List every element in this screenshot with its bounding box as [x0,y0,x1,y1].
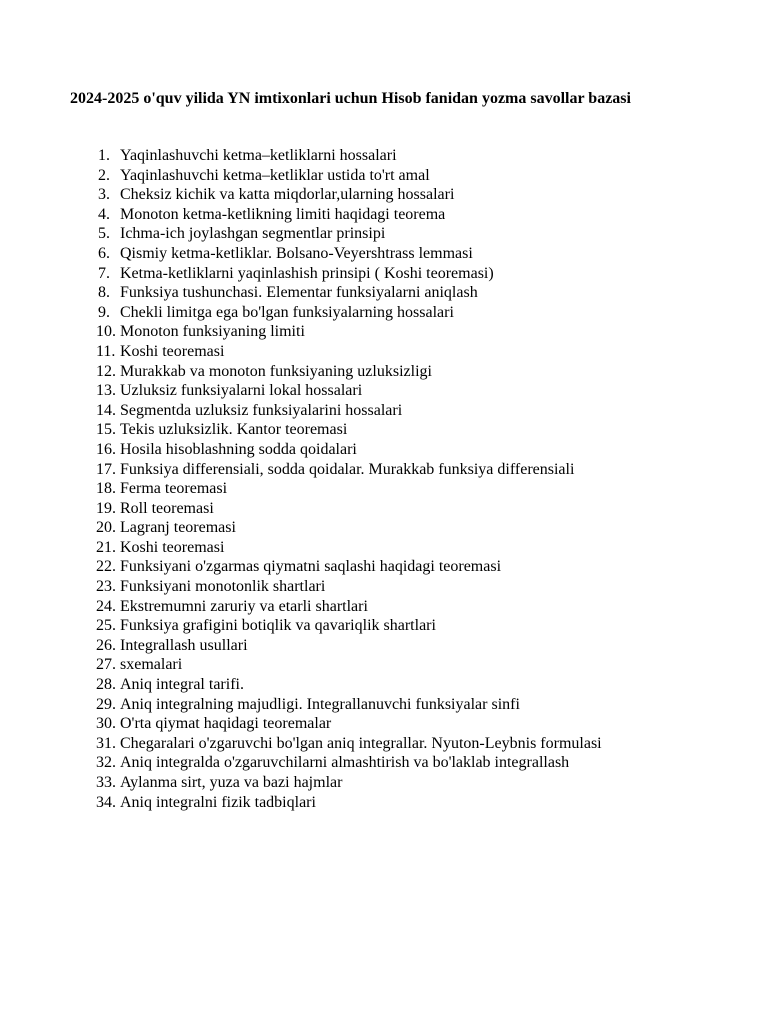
question-text: Lagranj teoremasi [120,519,236,537]
question-number: 26. [96,636,116,654]
question-number: 7. [98,264,110,282]
question-text: Koshi teoremasi [120,342,225,360]
question-text: Chegaralari o'zgaruvchi bo'lgan aniq integrallar. Nyuton-Leybnis formulasi [120,734,602,752]
question-text: Funksiya differensiali, sodda qoidalar. Murakkab funksiya differensiali [120,460,575,478]
question-number: 28. [96,676,116,694]
question-number: 4. [98,205,110,223]
question-number: 2. [98,166,110,184]
question-number: 3. [98,186,110,204]
question-text: Aniq integralning majudligi. Integrallanuvchi funksiyalar sinfi [120,695,520,713]
question-number: 29. [96,695,116,713]
question-number: 24. [96,597,116,615]
question-text: Yaqinlashuvchi ketma–ketliklarni hossalari [120,147,397,164]
question-text: Aylanma sirt, yuza va bazi hajmlar [120,774,343,791]
question-number: 17. [96,460,116,478]
question-text: sxemalari [120,656,183,674]
question-text: Aniq integral tarifi. [120,676,244,694]
document-title: 2024-2025 o'quv yilida YN imtixonlari uchun Hisob fanidan yozma savollar bazasi [70,90,631,107]
question-text: Aniq integralda o'zgaruvchilarni almashtirish va bo'laklab integrallash [120,754,570,772]
question-text: Uzluksiz funksiyalarni lokal hossalari [120,382,363,400]
question-text: Funksiya grafigini botiqlik va qavariqlik shartlari [120,617,436,635]
question-text: Koshi teoremasi [120,538,225,556]
question-text: Roll teoremasi [120,499,214,517]
question-text: Chekli limitga ega bo'lgan funksiyalarning hossalari [120,303,454,321]
question-text: Qismiy ketma-ketliklar. Bolsano-Veyershtrass lemmasi [120,244,473,262]
question-number: 30. [96,715,116,733]
question-number: 25. [96,617,116,635]
question-number: 19. [96,499,116,517]
question-number: 18. [96,480,116,498]
question-text: O'rta qiymat haqidagi teoremalar [120,715,332,733]
question-number: 13. [96,382,116,400]
question-text: Integrallash usullari [120,636,248,654]
question-number: 10. [96,323,116,341]
question-number: 31. [96,734,116,752]
question-text: Ketma-ketliklarni yaqinlashish prinsipi ( Koshi teoremasi) [120,264,494,282]
question-text: Ichma-ich joylashgan segmentlar prinsipi [120,225,386,243]
question-text: Funksiyani monotonlik shartlari [120,578,326,596]
question-number: 9. [98,303,110,321]
question-number: 5. [98,225,110,243]
question-number: 21. [96,538,116,556]
question-text: Yaqinlashuvchi ketma–ketliklar ustida to'rt amal [120,166,430,184]
question-number: 6. [98,244,110,262]
question-text: Ferma teoremasi [120,480,228,498]
question-number: 15. [96,421,116,439]
question-number: 16. [96,440,116,458]
question-number: 20. [96,519,116,537]
question-number: 12. [96,362,116,380]
question-number: 8. [98,284,110,302]
question-number: 27. [96,656,116,674]
question-number: 22. [96,558,116,576]
question-number: 14. [96,401,116,419]
question-text: Funksiyani o'zgarmas qiymatni saqlashi haqidagi teoremasi [120,558,502,576]
question-number: 33. [96,774,116,791]
question-text: Segmentda uzluksiz funksiyalarini hossalari [120,401,403,419]
question-number: 34. [96,793,116,811]
question-text: Aniq integralni fizik tadbiqlari [120,793,316,811]
question-text: Tekis uzluksizlik. Kantor teoremasi [120,421,348,439]
question-number: 11. [96,342,116,360]
question-text: Ekstremumni zaruriy va etarli shartlari [120,597,368,615]
question-text: Hosila hisoblashning sodda qoidalari [120,440,357,458]
question-number: 23. [96,578,116,596]
question-text: Monoton ketma-ketlikning limiti haqidagi teorema [120,205,446,223]
question-text: Murakkab va monoton funksiyaning uzluksizligi [120,362,432,380]
question-number: 1. [98,147,110,164]
question-text: Cheksiz kichik va katta miqdorlar,ularning hossalari [120,186,455,204]
question-text: Monoton funksiyaning limiti [120,323,305,341]
question-text: Funksiya tushunchasi. Elementar funksiyalarni aniqlash [120,284,478,302]
question-number: 32. [96,754,116,772]
